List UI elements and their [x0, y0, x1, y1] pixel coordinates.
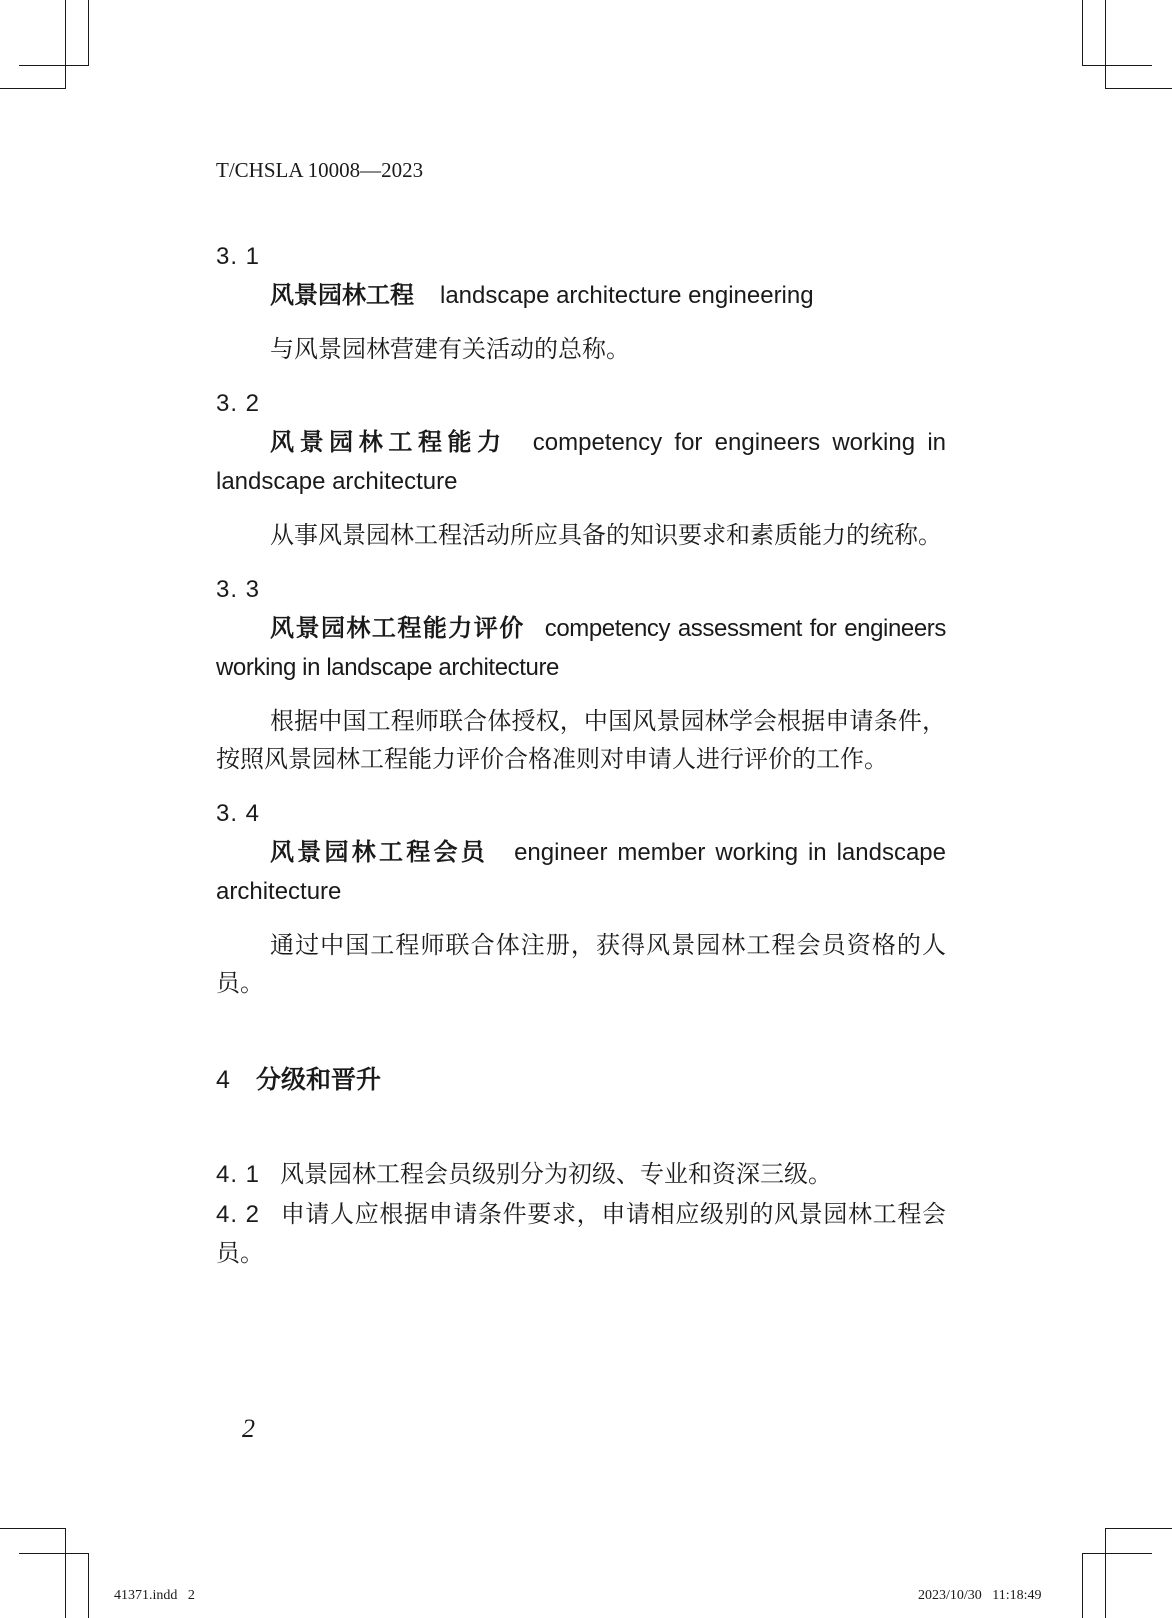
crop-mark: [65, 1528, 66, 1618]
crop-mark: [19, 65, 89, 66]
file-slug: 41371.indd 2: [114, 1588, 195, 1603]
term-title: [216, 833, 946, 911]
clause-number: 4. 2: [216, 1201, 261, 1228]
crop-mark: [1105, 1528, 1172, 1529]
crop-mark: [88, 1553, 89, 1618]
crop-mark: [1082, 0, 1083, 65]
term-entry: [216, 385, 946, 555]
term-definition: 与风景园林营建有关活动的总称。: [270, 337, 630, 363]
term-definition: 从事风景园林工程活动所应具备的知识要求和素质能力的统称。: [270, 523, 942, 549]
crop-mark: [0, 1528, 66, 1529]
crop-mark: [1105, 88, 1172, 89]
term-number: 3. 2: [216, 390, 261, 417]
page-content: [216, 238, 946, 1274]
chapter-heading: [216, 1061, 946, 1099]
term-number: 3. 3: [216, 576, 261, 603]
chapter-number: 4: [216, 1066, 230, 1094]
crop-mark: [1082, 1553, 1152, 1554]
crop-mark: [0, 88, 66, 89]
term-number: 3. 4: [216, 800, 261, 827]
page-number: 2: [242, 1414, 255, 1443]
term-title-en: engineer member working in landscape architecture: [216, 839, 946, 905]
crop-mark: [1082, 1553, 1083, 1618]
term-title: [216, 423, 946, 501]
term-definition: 根据中国工程师联合体授权，中国风景园林学会根据申请条件，按照风景园林工程能力评价合格准则对申请人进行评价的工作。: [216, 709, 946, 773]
crop-mark: [19, 1553, 89, 1554]
print-timestamp: 2023/10/30 11:18:49: [918, 1588, 1042, 1603]
term-entry: [216, 571, 946, 779]
term-definition: 通过中国工程师联合体注册，获得风景园林工程会员资格的人员。: [216, 933, 946, 997]
term-entry: [216, 795, 946, 1003]
crop-mark: [1105, 1528, 1106, 1618]
term-title-cn: 风景园林工程: [270, 282, 414, 309]
standard-code: T/CHSLA 10008—2023: [216, 158, 424, 182]
term-title-en: competency assessment for engineers working in landscape architecture: [216, 615, 947, 681]
term-number: 3. 1: [216, 243, 261, 270]
clause-text: 风景园林工程会员级别分为初级、专业和资深三级。: [280, 1162, 833, 1188]
term-title: [216, 276, 946, 315]
term-title-cn: 风景园林工程能力评价: [270, 615, 525, 642]
term-title-en: competency for engineers working in landscape architecture: [216, 429, 946, 495]
crop-mark: [1105, 0, 1106, 88]
term-title-cn: 风景园林工程能力: [270, 429, 507, 456]
term-entry: [216, 238, 946, 369]
crop-mark: [1082, 65, 1152, 66]
crop-mark: [65, 0, 66, 88]
term-title-cn: 风景园林工程会员: [270, 839, 489, 866]
term-title-en: landscape architecture engineering: [440, 282, 814, 309]
clause-text: 申请人应根据申请条件要求，申请相应级别的风景园林工程会员。: [216, 1202, 946, 1267]
term-title: [216, 609, 946, 687]
clause-list: [216, 1155, 946, 1274]
crop-mark: [88, 0, 89, 65]
clause: [216, 1155, 946, 1195]
clause: [216, 1195, 946, 1274]
chapter-title: 分级和晋升: [256, 1066, 382, 1094]
clause-number: 4. 1: [216, 1161, 261, 1188]
